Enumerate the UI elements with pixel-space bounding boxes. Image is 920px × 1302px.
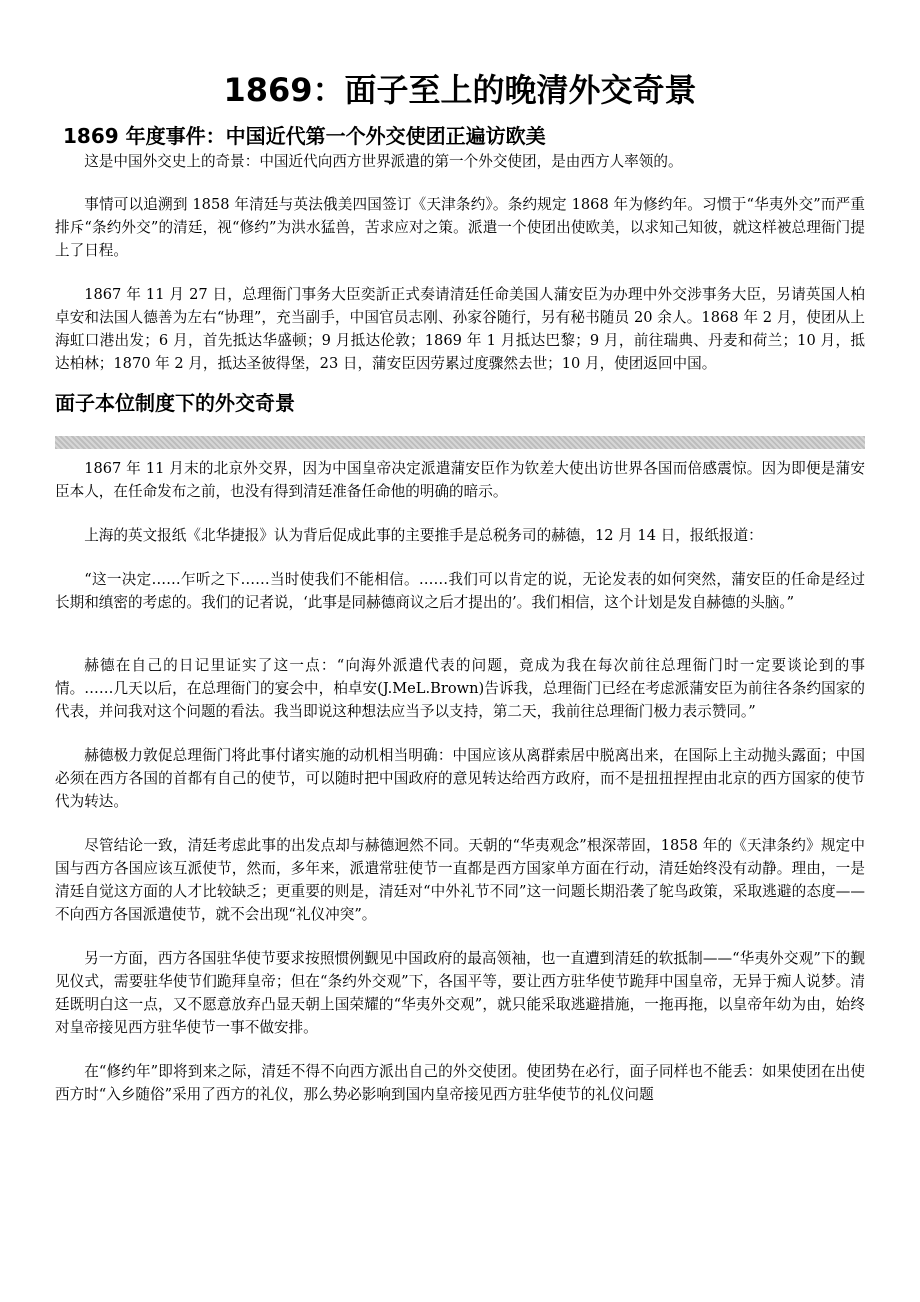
paragraph: 赫德极力敦促总理衙门将此事付诸实施的动机相当明确：中国应该从离群索居中脱离出来，在国际上主动抛头露面；中国必须在西方各国的首都有自己的使节，可以随时把中国政府的意见转达给西方政府，而不是扭扭捏捏由北京的西方国家的使节代为转达。 — [55, 747, 865, 810]
section-heading-face-diplomacy: 面子本位制度下的外交奇景 — [55, 391, 295, 415]
paragraph: 1867 年 11 月末的北京外交界，因为中国皇帝决定派遣蒲安臣作为钦差大使出访世界各国而倍感震惊。因为即便是蒲安臣本人，在任命发布之前，也没有得到清廷准备任命他的明确的暗示。 — [55, 460, 865, 500]
document-page — [55, 70, 865, 1127]
paragraph: 尽管结论一致，清廷考虑此事的出发点却与赫德迥然不同。天朝的“华夷观念”根深蒂固，1858 年的《天津条约》规定中国与西方各国应该互派使节，然而，多年来，派遣常驻使节一直都是西方国家单方面在行动，清廷始终没有动静。理由，一是清廷自觉这方面的人才比较缺乏；更重要的则是，清廷对“中外礼节不同”这一问题长期沿袭了鸵鸟政策，采取逃避的态度——不向西方各国派遣使节，就不会出现“礼仪冲突”。 — [55, 837, 865, 923]
paragraph: 1867 年 11 月 27 日，总理衙门事务大臣奕訢正式奏请清廷任命美国人蒲安臣为办理中外交涉事务大臣，另请英国人柏卓安和法国人德善为左右“协理”，充当副手，中国官员志刚、孙家谷随行，另有秘书随员 20 余人。1868 年 2 月，使团从上海虹口港出发；6 月，首先抵达华盛顿；9 月抵达伦敦；1869 年 1 月抵达巴黎；9 月，前往瑞典、丹麦和荷兰；10 月，抵达柏林；1870 年 2 月，抵达圣彼得堡，23 日，蒲安臣因劳累过度骤然去世；10 月，使团返回中国。 — [55, 286, 865, 372]
paragraph: 这是中国外交史上的奇景：中国近代向西方世界派遣的第一个外交使团，是由西方人率领的。 — [84, 153, 683, 170]
quote-paragraph: “这一决定……乍听之下……当时使我们不能相信。……我们可以肯定的说，无论发表的如何突然，蒲安臣的任命是经过长期和缜密的考虑的。我们的记者说，‘此事是同赫德商议之后才提出的’。我们相信，这个计划是发自赫德的头脑。” — [55, 571, 865, 611]
paragraph: 上海的英文报纸《北华捷报》认为背后促成此事的主要推手是总税务司的赫德，12 月 14 日，报纸报道： — [84, 527, 763, 544]
paragraph: 另一方面，西方各国驻华使节要求按照惯例觐见中国政府的最高领袖，也一直遭到清廷的软抵制——“华夷外交观”下的觐见仪式，需要驻华使节们跪拜皇帝；但在“条约外交观”下，各国平等，要让西方驻华使节跪拜中国皇帝，无异于痴人说梦。清廷既明白这一点，又不愿意放弃凸显天朝上国荣耀的“华夷外交观”，就只能采取逃避措施，一拖再拖，以皇帝年幼为由，始终对皇帝接见西方驻华使节一事不做安排。 — [55, 950, 865, 1036]
paragraph: 在“修约年”即将到来之际，清廷不得不向西方派出自己的外交使团。使团势在必行，面子同样也不能丢：如果使团在出使西方时“入乡随俗”采用了西方的礼仪，那么势必影响到国内皇帝接见西方驻华使节的礼仪问题 — [55, 1063, 865, 1103]
paragraph: 事情可以追溯到 1858 年清廷与英法俄美四国签订《天津条约》。条约规定 1868 年为修约年。习惯于“华夷外交”而严重排斥“条约外交”的清廷，视“修约”为洪水猛兽，苦求应对之策。派遣一个使团出使欧美，以求知己知彼，就这样被总理衙门提上了日程。 — [55, 196, 865, 259]
section-heading-1869-event: 1869 年度事件：中国近代第一个外交使团正遍访欧美 — [63, 124, 546, 148]
paragraph: 赫德在自己的日记里证实了这一点：“向海外派遣代表的问题，竟成为我在每次前往总理衙门时一定要谈论到的事情。……几天以后，在总理衙门的宴会中，柏卓安(J.MeL.Brown)告诉我，总理衙门已经在考虑派蒲安臣为前往各条约国家的代表，并问我对这个问题的看法。我当即说这种想法应当予以支持，第二天，我前往总理衙门极力表示赞同。” — [55, 657, 865, 720]
divider-bar — [55, 436, 865, 449]
document-title: 1869：面子至上的晚清外交奇景 — [223, 71, 697, 109]
